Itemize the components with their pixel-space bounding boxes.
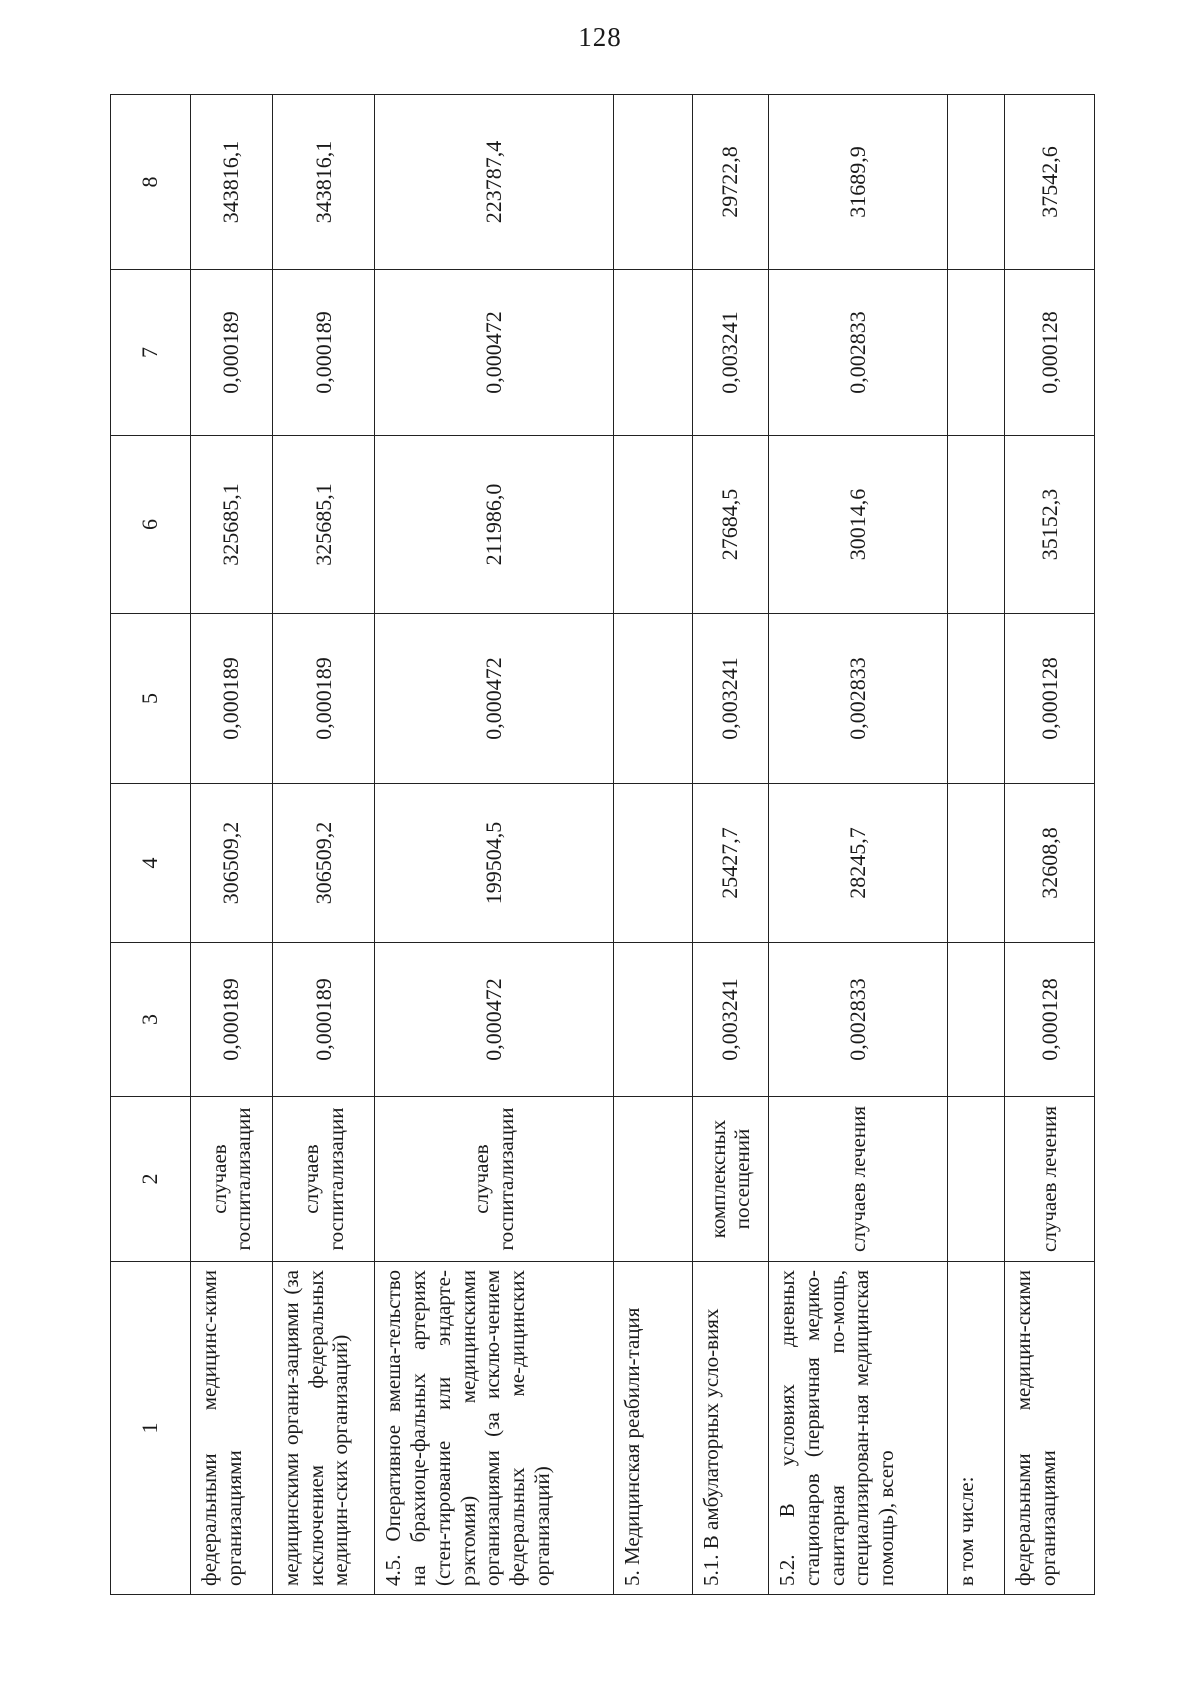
page-number: 128 — [578, 22, 622, 52]
value-cell: 0,000472 — [375, 270, 613, 436]
value-cell: 0,000128 — [1005, 270, 1095, 436]
value-cell: 28245,7 — [769, 784, 948, 943]
value-cell: 0,000189 — [272, 270, 375, 436]
value-cell: 0,000189 — [190, 614, 272, 784]
column-header: 5 — [111, 614, 191, 784]
table-row — [613, 95, 692, 1595]
table-body — [111, 95, 1095, 1595]
value-cell: 325685,1 — [272, 436, 375, 614]
value-cell — [948, 784, 1005, 943]
table-row — [692, 95, 769, 1595]
value-cell: 29722,8 — [692, 95, 769, 270]
value-cell: 27684,5 — [692, 436, 769, 614]
value-cell — [613, 95, 692, 270]
value-cell — [948, 436, 1005, 614]
value-cell: 32608,8 — [1005, 784, 1095, 943]
unit-cell: случаев лечения — [769, 1097, 948, 1262]
value-cell — [613, 943, 692, 1097]
value-cell: 306509,2 — [190, 784, 272, 943]
value-cell — [613, 784, 692, 943]
value-cell: 0,003241 — [692, 943, 769, 1097]
value-cell: 306509,2 — [272, 784, 375, 943]
value-cell: 0,000472 — [375, 943, 613, 1097]
value-cell: 30014,6 — [769, 436, 948, 614]
value-cell: 0,000189 — [190, 943, 272, 1097]
column-header: 7 — [111, 270, 191, 436]
value-cell: 0,000472 — [375, 614, 613, 784]
unit-cell: случаев госпитализации — [375, 1097, 613, 1262]
value-cell: 223787,4 — [375, 95, 613, 270]
value-cell: 211986,0 — [375, 436, 613, 614]
table-row — [948, 95, 1005, 1595]
rotated-table-container — [110, 95, 1095, 1595]
value-cell: 0,003241 — [692, 614, 769, 784]
column-header: 8 — [111, 95, 191, 270]
row-label-cell: 5.2. В условиях дневных стационаров (первичная медико-санитарная по-мощь, специализирован-ная медицинская помощь), всего — [769, 1262, 948, 1595]
column-header: 1 — [111, 1262, 191, 1595]
data-table — [110, 94, 1095, 1595]
value-cell: 0,002833 — [769, 943, 948, 1097]
column-header: 2 — [111, 1097, 191, 1262]
table-row — [1005, 95, 1095, 1595]
unit-cell — [613, 1097, 692, 1262]
value-cell — [613, 270, 692, 436]
value-cell: 0,000189 — [272, 943, 375, 1097]
value-cell: 25427,7 — [692, 784, 769, 943]
column-header: 6 — [111, 436, 191, 614]
row-label-cell: в том числе: — [948, 1262, 1005, 1595]
row-label-cell: федеральными медицинс-кими организациями — [190, 1262, 272, 1595]
value-cell: 31689,9 — [769, 95, 948, 270]
value-cell — [613, 614, 692, 784]
unit-cell: комплексных посещений — [692, 1097, 769, 1262]
value-cell: 35152,3 — [1005, 436, 1095, 614]
value-cell: 325685,1 — [190, 436, 272, 614]
value-cell: 0,003241 — [692, 270, 769, 436]
value-cell: 0,002833 — [769, 270, 948, 436]
column-header: 3 — [111, 943, 191, 1097]
value-cell: 343816,1 — [190, 95, 272, 270]
value-cell: 37542,6 — [1005, 95, 1095, 270]
table-row — [769, 95, 948, 1595]
row-label-cell: медицинскими органи-зациями (за исключением федеральных медицин-ских организаций) — [272, 1262, 375, 1595]
column-header: 4 — [111, 784, 191, 943]
unit-cell — [948, 1097, 1005, 1262]
value-cell — [948, 614, 1005, 784]
row-label-cell: 4.5. Оперативное вмеша-тельство на брахиоце-фальных артериях (стен-тирование или эндарте-рэктомия) медицинскими организациями (за исклю-чением федеральных ме-дицинских организаций) — [375, 1262, 613, 1595]
table-row — [190, 95, 272, 1595]
value-cell: 0,000128 — [1005, 943, 1095, 1097]
unit-cell: случаев госпитализации — [272, 1097, 375, 1262]
value-cell — [613, 436, 692, 614]
header-row — [111, 95, 191, 1595]
value-cell: 199504,5 — [375, 784, 613, 943]
row-label-cell: 5.1. В амбулаторных усло-виях — [692, 1262, 769, 1595]
unit-cell: случаев лечения — [1005, 1097, 1095, 1262]
table-row — [375, 95, 613, 1595]
row-label-cell: федеральными медицин-скими организациями — [1005, 1262, 1095, 1595]
unit-cell: случаев госпитализации — [190, 1097, 272, 1262]
row-label-cell: 5. Медицинская реабили-тация — [613, 1262, 692, 1595]
value-cell: 0,000189 — [190, 270, 272, 436]
value-cell — [948, 95, 1005, 270]
value-cell — [948, 270, 1005, 436]
value-cell — [948, 943, 1005, 1097]
value-cell: 0,000189 — [272, 614, 375, 784]
table-row — [272, 95, 375, 1595]
value-cell: 343816,1 — [272, 95, 375, 270]
value-cell: 0,000128 — [1005, 614, 1095, 784]
value-cell: 0,002833 — [769, 614, 948, 784]
